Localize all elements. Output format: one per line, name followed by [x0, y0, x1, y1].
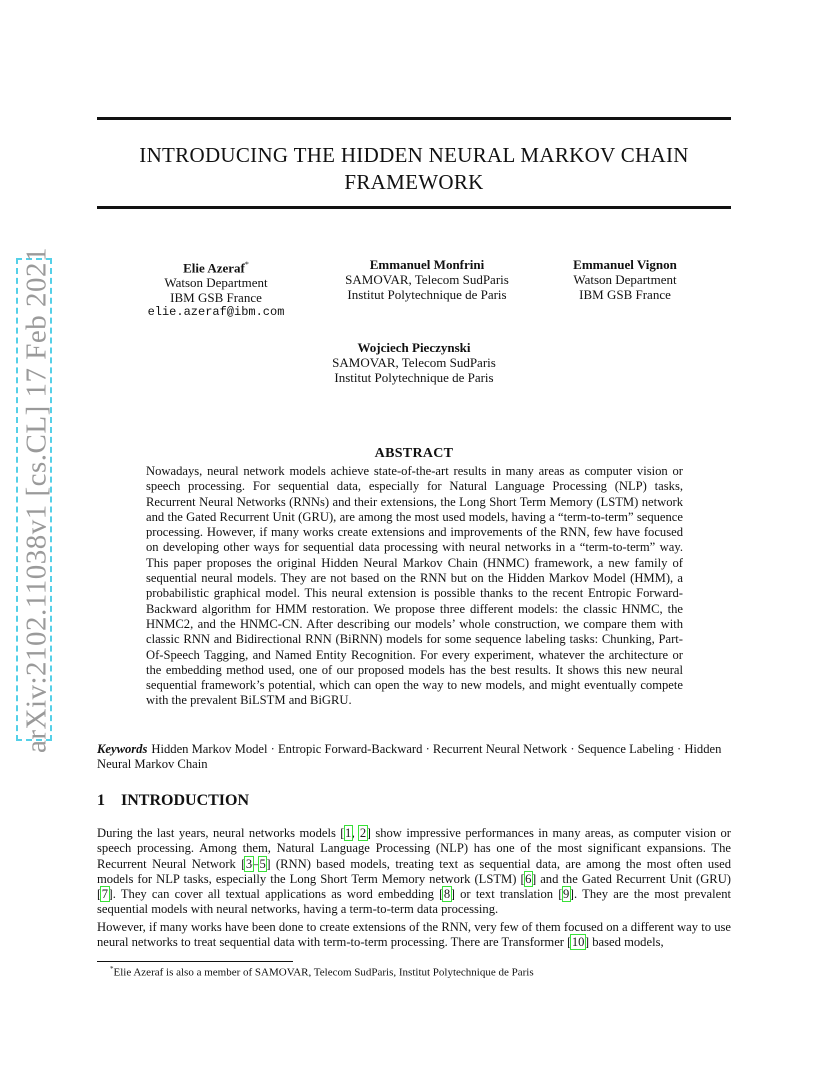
arxiv-stamp-text[interactable]: arXiv:2102.11038v1 [cs.CL] 17 Feb 2021 [20, 246, 53, 754]
author-email[interactable]: elie.azeraf@ibm.com [147, 305, 285, 320]
footnote-rule [97, 961, 293, 962]
citation-link[interactable]: 8 [443, 887, 451, 902]
author-affiliation: IBM GSB France [170, 290, 262, 306]
footnote-mark: * [110, 965, 114, 973]
citation-link[interactable]: 7 [101, 887, 108, 902]
author-affiliation: SAMOVAR, Telecom SudParis [345, 272, 509, 287]
author-affiliation: Watson Department [573, 272, 677, 287]
paragraph: During the last years, neural networks models [1, 2] show impressive performances in many areas, as computer vision or speech processing. Among them, Natural Language Processing (NLP) has one of the most significant expansions. The Recurrent Neural Network [3–5] (RNN) based models, treating text as sequential data, are among the most often used models for NLP tasks, especially the Long Short Term Memory network (LSTM) [6] and the Gated Recurrent Unit (GRU) [7]. They can cover all textual applications as word embedding [8] or text translation [9]. They are the most prevalent sequential models with neural networks, having a term-to-term data processing. [97, 826, 731, 917]
author-block [317, 257, 537, 302]
arxiv-stamp[interactable] [20, 246, 53, 754]
author-affiliation: Institut Polytechnique de Paris [347, 287, 507, 302]
citation-link[interactable]: 2 [359, 826, 367, 840]
author-block [304, 340, 524, 385]
author-affiliation: Institut Polytechnique de Paris [334, 370, 494, 385]
author-name: Wojciech Pieczynski [357, 340, 471, 355]
author-name: Emmanuel Vignon [573, 257, 677, 272]
footnote [110, 963, 534, 980]
author-affiliation: SAMOVAR, Telecom SudParis [332, 355, 496, 370]
author-name: Emmanuel Monfrini [369, 257, 485, 272]
footnote-mark[interactable]: * [244, 260, 249, 269]
citation-link[interactable]: 3 [245, 856, 253, 871]
author-block [106, 257, 326, 320]
keywords-text: Hidden Markov Model · Entropic Forward-Backward · Recurrent Neural Network · Sequence Labeling · Hidden Neural Markov Chain [97, 742, 722, 772]
citation-link[interactable]: 6 [525, 871, 532, 886]
title-rule-bottom [97, 206, 731, 209]
abstract-text: Nowadays, neural network models achieve state-of-the-art results in many areas as computer vision or speech processing. For sequential data, especially for Natural Language Processing (NLP) tasks, Recurrent Neural Networks (RNNs) and their extensions, the Long Short Term Memory (LSTM) network and the Gated Recurrent Unit (GRU), are among the most used models, having a “term-to-term” sequence processing. However, if many works create extensions and improvements of the RNN, few have focused on developing other ways for sequential data processing with neural networks in a “term-to-term” way. This paper proposes the original Hidden Neural Markov Chain (HNMC) framework, a new family of sequential neural models. They are not based on the RNN but on the Hidden Markov Model (HMM), a probabilistic graphical model. This neural extension is possible thanks to the recent Entropic Forward-Backward algorithm for HMM restoration. We propose three different models: the classic HNMC, the HNMC2, and the HNMC-CN. After describing our models’ whole construction, we compare them with classic RNN and Bidirectional RNN (BiRNN) models for some sequence labeling tasks: Chunking, Part-Of-Speech Tagging, and Named Entity Recognition. For every experiment, whatever the architecture or the embedding method used, one of our proposed models has the best results. It shows this new neural sequential framework’s potential, which can open the way to new models, and might eventually compete with the prevalent BiLSTM and BiGRU. [146, 464, 683, 708]
abstract-heading: ABSTRACT [374, 446, 454, 461]
citation-link[interactable]: 10 [571, 935, 585, 950]
author-affiliation: IBM GSB France [579, 287, 671, 302]
paragraph: However, if many works have been done to create extensions of the RNN, very few of them focused on a different way to use neural networks to treat sequential data with term-to-term processing. There are Transformer [10] based models, [97, 920, 731, 950]
citation-link[interactable]: 1 [345, 826, 352, 840]
footnote-text: Elie Azeraf is also a member of SAMOVAR, Telecom SudParis, Institut Polytechnique de Paris [113, 966, 534, 979]
author-name: Elie Azeraf* [183, 260, 249, 276]
section-title: INTRODUCTION [121, 792, 250, 809]
keywords [97, 742, 731, 773]
keywords-label: Keywords [97, 742, 148, 756]
paper-title-line-2: FRAMEWORK [344, 170, 484, 194]
citation-link[interactable]: 9 [563, 887, 570, 902]
paper-title-line-1: INTRODUCING THE HIDDEN NEURAL MARKOV CHAIN [139, 143, 689, 167]
section-heading [97, 792, 249, 810]
section-number: 1 [97, 792, 105, 809]
title-rule-top [97, 117, 731, 120]
citation-link[interactable]: 5 [259, 856, 266, 871]
author-block [515, 257, 735, 302]
author-affiliation: Watson Department [164, 275, 268, 291]
